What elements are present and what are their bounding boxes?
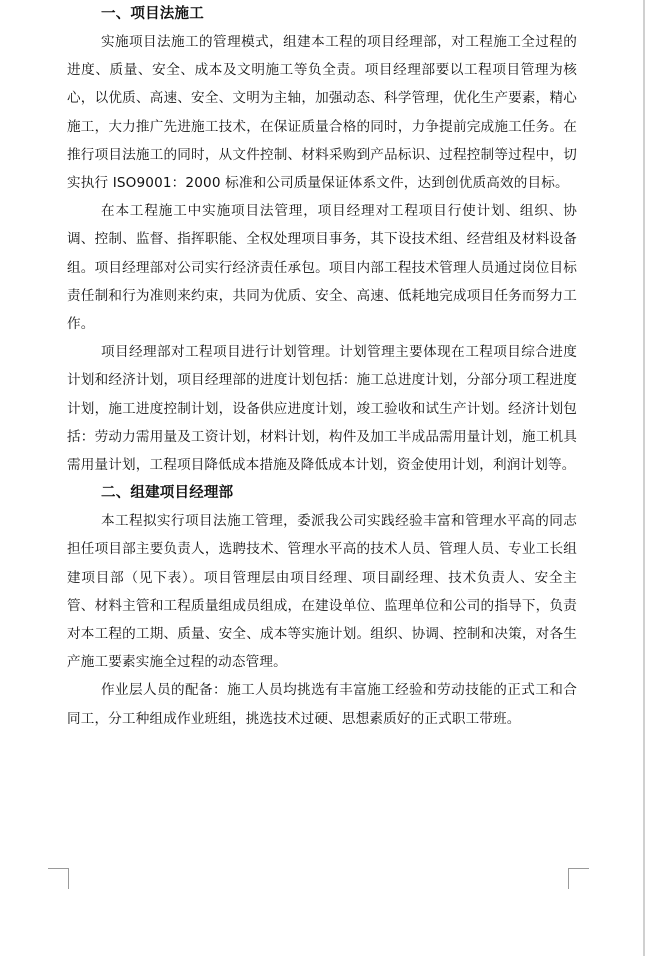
paragraph: 项目经理部对工程项目进行计划管理。计划管理主要体现在工程项目综合进度计划和经济计划，项目经理部的进度计划包括：施工总进度计划，分部分项工程进度计划，施工进度控制计划，设备供应进度计划，竣工验收和试生产计划。经济计划包括：劳动力需用量及工资计划，材料计划，构件及加工半成品需用量计划，施工机具需用量计划，工程项目降低成本措施及降低成本计划，资金使用计划，利润计划等。 <box>67 344 577 474</box>
paragraph: 作业层人员的配备：施工人员均挑选有丰富施工经验和劳动技能的正式工和合同工，分工种组成作业班组，挑选技术过硬、思想素质好的正式职工带班。 <box>67 682 577 727</box>
document-body <box>67 0 577 733</box>
paragraph: 在本工程施工中实施项目法管理，项目经理对工程项目行使计划、组织、协调、控制、监督、指挥职能、全权处理项目事务，其下设技术组、经营组及材料设备组。项目经理部对公司实行经济责任承包。项目内部工程技术管理人员通过岗位目标责任制和行为准则来约束，共同为优质、安全、高速、低耗地完成项目任务而努力工作。 <box>67 203 577 333</box>
paragraph: 实施项目法施工的管理模式，组建本工程的项目经理部，对工程施工全过程的进度、质量、安全、成本及文明施工等负全责。项目经理部要以工程项目管理为核心，以优质、高速、安全、文明为主轴，加强动态、科学管理，优化生产要素，精心施工，大力推广先进施工技术，在保证质量合格的同时，力争提前完成施工任务。在推行项目法施工的同时，从文件控制、材料采购到产品标识、过程控制等过程中，切实执行 ISO9001：2000 标准和公司质量保证体系文件，达到创优质高效的目标。 <box>67 34 577 192</box>
page-margin-marker-left <box>48 868 69 889</box>
page-margin-marker-right <box>568 868 589 889</box>
paragraph: 本工程拟实行项目法施工管理，委派我公司实践经验丰富和管理水平高的同志担任项目部主要负责人，选聘技术、管理水平高的技术人员、管理人员、专业工长组建项目部（见下表）。项目管理层由项目经理、项目副经理、技术负责人、安全主管、材料主管和工程质量组成员组成，在建设单位、监理单位和公司的指导下，负责对本工程的工期、质量、安全、成本等实施计划。组织、协调、控制和决策，对各生产施工要素实施全过程的动态管理。 <box>67 513 577 671</box>
section-heading: 二、组建项目经理部 <box>101 485 234 502</box>
section-heading: 一、项目法施工 <box>101 6 204 22</box>
